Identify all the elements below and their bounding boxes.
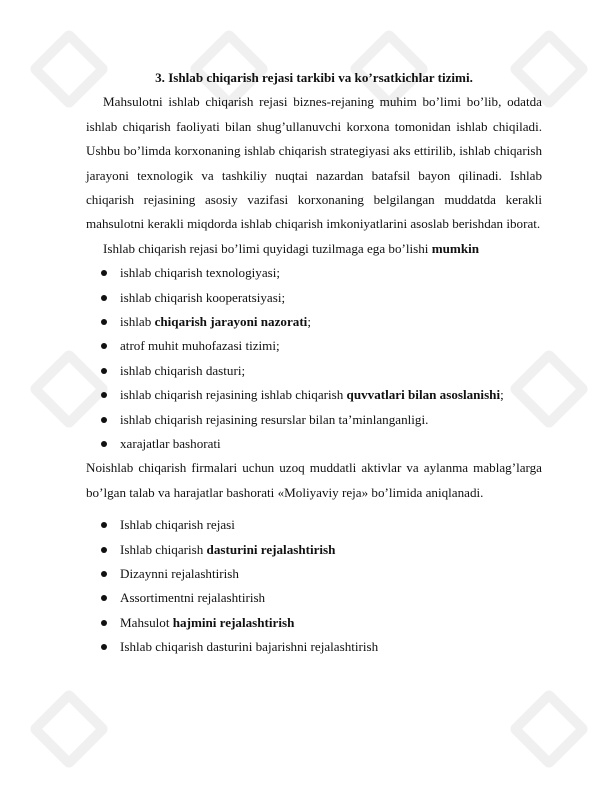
structure-intro [86,237,542,261]
list-item: ishlab chiqarish kooperatsiyasi; [86,286,542,310]
bullet-icon [101,620,107,626]
bullet-icon [101,392,107,398]
watermark-diamond [28,688,110,770]
bullet-icon [101,417,107,423]
structure-list [86,261,542,456]
paragraph-production-plan: Mahsulotni ishlab chiqarish rejasi biznes-rejaning muhim bo’limi bo’lib, odatda ishlab chiqarish faoliyati bilan shug’ullanuvchi korxona tomonidan ishlab chiqiladi. Ushbu bo’limda korxonaning ishlab chiqarish strategiyasi aks ettirilib, ishlab chiqarish jarayoni texnologik va tashkiliy nuqtai nazardan batafsil bayon qilinadi. Ishlab chiqarish rejasining asosiy vazifasi korxonaning belgilangan muddatda kerakli mahsulotni kerakli miqdorda ishlab chiqarish imkoniyatlarini asoslab berishdan iborat. [86,94,542,232]
list-item: atrof muhit muhofazasi tizimi; [86,334,542,358]
bullet-icon [101,547,107,553]
list-item: Assortimentni rejalashtirish [86,586,542,610]
section-title: 3. Ishlab chiqarish rejasi tarkibi va ko’rsatkichlar tizimi. [155,70,473,85]
structure-intro-text: Ishlab chiqarish rejasi bo’limi quyidagi tuzilmaga ega bo’lishi [103,240,432,256]
list-item: ishlab chiqarish jarayoni nazorati; [86,310,542,334]
list-item: Ishlab chiqarish dasturini rejalashtirish [86,538,542,562]
bullet-icon [101,522,107,528]
bullet-icon [101,441,107,447]
bullet-icon [101,319,107,325]
document-page [86,66,542,660]
bullet-icon [101,644,107,650]
bullet-icon [101,270,107,276]
watermark-diamond [508,688,590,770]
list-item: ishlab chiqarish rejasining ishlab chiqarish quvvatlari bilan asoslanishi; [86,383,542,407]
bullet-icon [101,595,107,601]
list-item: ishlab chiqarish dasturi; [86,359,542,383]
spacer [86,505,542,513]
structure-intro-bold: mumkin [431,240,480,256]
planning-list [86,513,542,659]
list-item: ishlab chiqarish rejasining resurslar bilan ta’minlanganligi. [86,408,542,432]
paragraph-non-production: Noishlab chiqarish firmalari uchun uzoq muddatli aktivlar va aylanma mablag’larga bo’lgan talab va harajatlar bashorati «Moliyaviy reja» bo’limida aniqlanadi. [86,460,542,500]
bullet-icon [101,343,107,349]
list-item: xarajatlar bashorati [86,432,542,456]
list-item: Mahsulot hajmini rejalashtirish [86,611,542,635]
list-item: ishlab chiqarish texnologiyasi; [86,261,542,285]
list-item: Dizaynni rejalashtirish [86,562,542,586]
list-item: Ishlab chiqarish rejasi [86,513,542,537]
list-item: Ishlab chiqarish dasturini bajarishni rejalashtirish [86,635,542,659]
bullet-icon [101,368,107,374]
bullet-icon [101,295,107,301]
bullet-icon [101,571,107,577]
